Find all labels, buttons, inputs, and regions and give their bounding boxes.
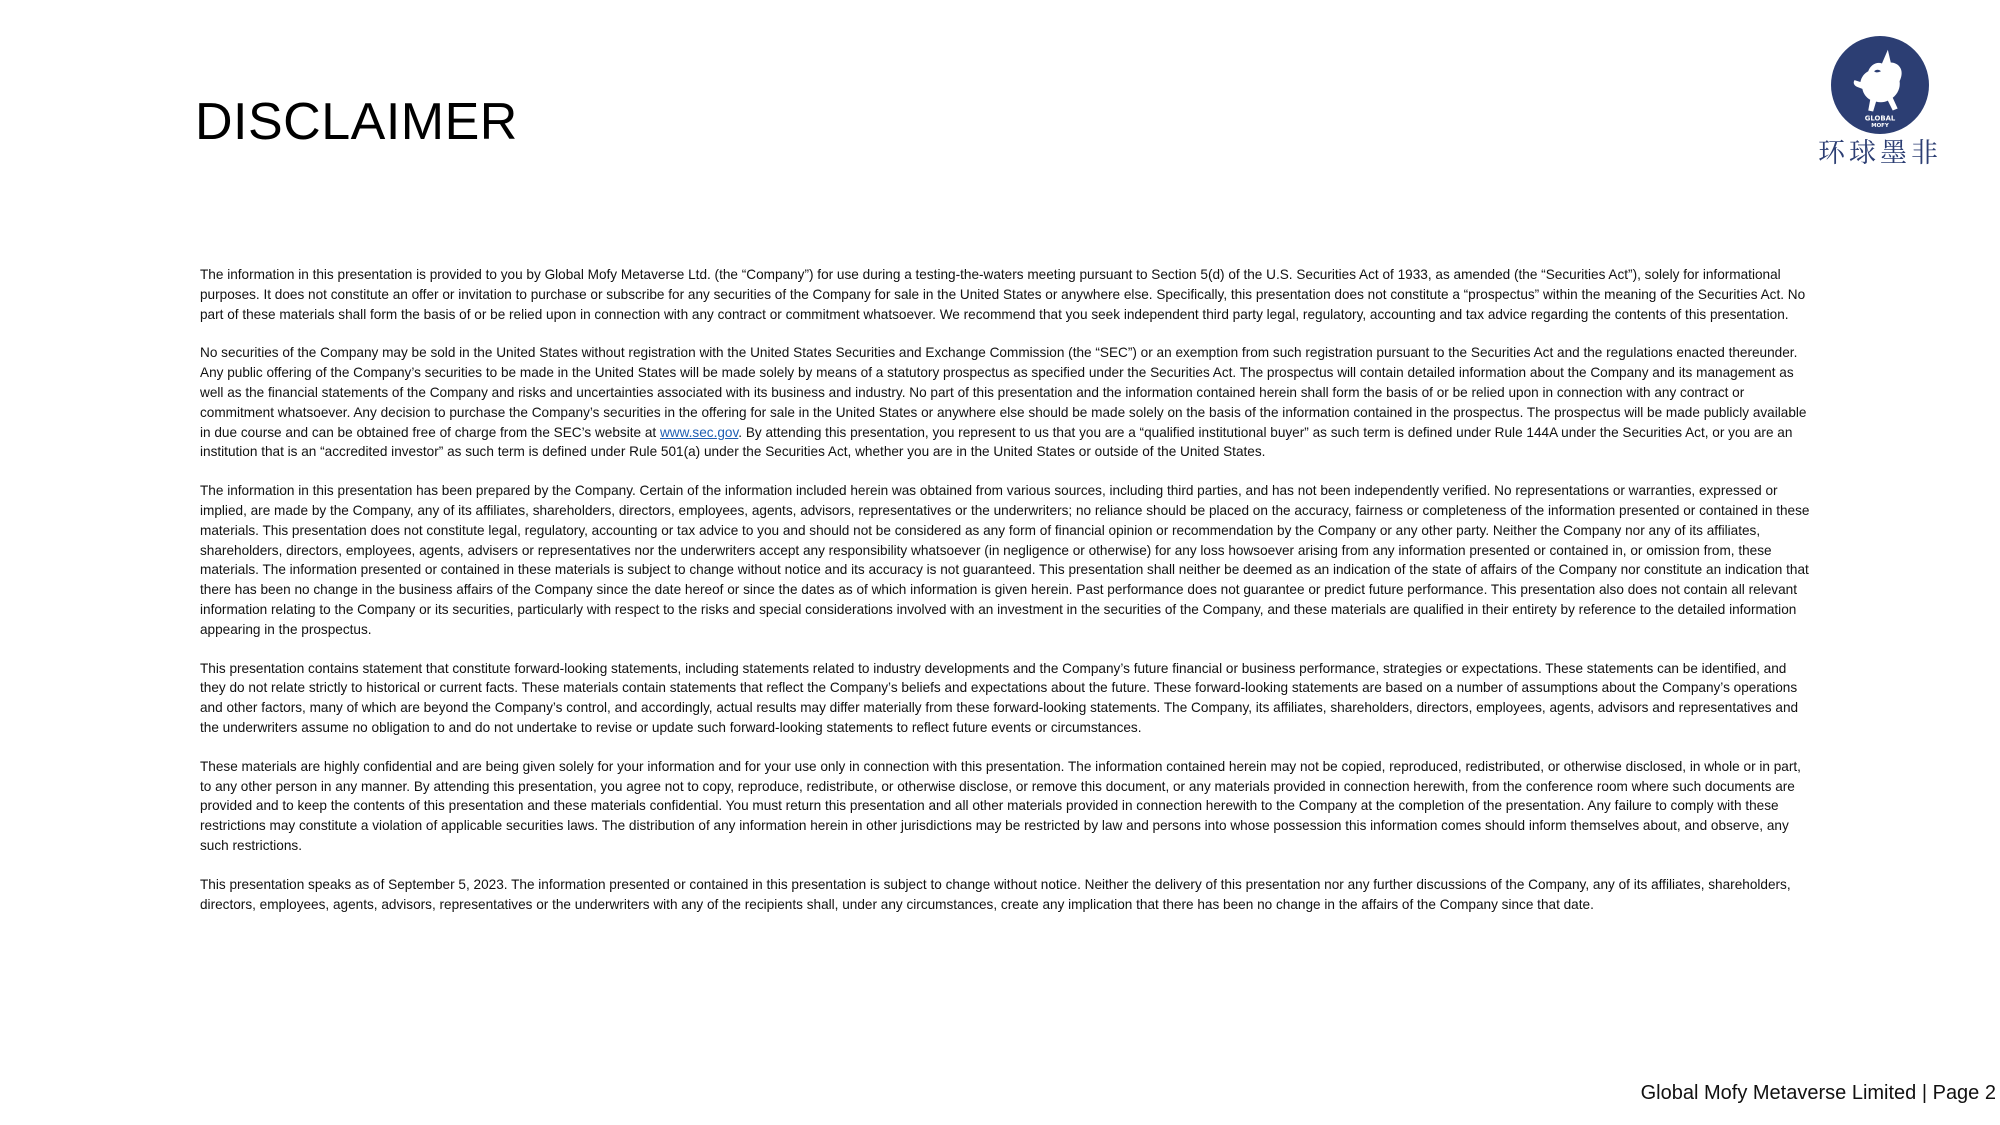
unicorn-logo-icon — [1831, 36, 1929, 134]
disclaimer-paragraph-sec — [200, 343, 1815, 462]
sec-text-after-link: . By attending this presentation, you represent to us that you are a “qualified institutional buyer” as such term is defined under Rule 144A under the Securities Act, or you are an institution that is an “accredited investor” as such term is defined under Rule 501(a) under the Securities Act, whether you are in the United States or outside of the United States. — [200, 424, 1793, 460]
disclaimer-paragraph: The information in this presentation is provided to you by Global Mofy Metaverse Ltd. (the “Company”) for use during a testing-the-waters meeting pursuant to Section 5(d) of the U.S. Securities Act of 1933, as amended (the “Securities Act”), solely for informational purposes. It does not constitute an offer or invitation to purchase or subscribe for any securities of the Company for sale in the United States or anywhere else. Specifically, this presentation does not constitute a “prospectus” within the meaning of the Securities Act. No part of these materials shall form the basis of or be relied upon in connection with any contract or commitment whatsoever. We recommend that you seek independent third party legal, regulatory, accounting and tax advice regarding the contents of this presentation. — [200, 267, 1806, 322]
disclaimer-body — [200, 265, 1815, 933]
page-footer: Global Mofy Metaverse Limited | Page 2 — [1640, 1082, 1996, 1104]
company-logo — [1810, 34, 1950, 174]
disclaimer-paragraph: These materials are highly confidential and are being given solely for your information and for your use only in connection with this presentation. The information contained herein may not be copied, reproduced, redistributed, or otherwise disclosed, in whole or in part, to any other person in any manner. By attending this presentation, you agree not to copy, reproduce, redistribute, or otherwise disclose, or remove this document, or any materials provided in connection herewith, from the conference room where such documents are provided and to keep the contents of this presentation and these materials confidential. You must return this presentation and all other materials provided in connection herewith to the Company at the completion of the presentation. Any failure to comply with these restrictions may constitute a violation of applicable securities laws. The distribution of any information herein in other jurisdictions may be restricted by law and persons into whose possession this information comes should inform themselves about, and observe, any such restrictions. — [200, 758, 1801, 853]
disclaimer-paragraph: This presentation contains statement that constitute forward-looking statements, including statements related to industry developments and the Company’s future financial or business performance, strategies or expectations. These statements can be identified, and they do not relate strictly to historical or current facts. These materials contain statements that reflect the Company’s beliefs and expectations about the future. These forward-looking statements are based on a number of assumptions about the Company’s operations and other factors, many of which are beyond the Company’s control, and accordingly, actual results may differ materially from these forward-looking statements. The Company, its affiliates, shareholders, directors, employees, agents, advisors and representatives and the underwriters assume no obligation to and do not undertake to revise or update such forward-looking statements to reflect future events or circumstances. — [200, 660, 1799, 735]
page-title: DISCLAIMER — [195, 93, 518, 151]
logo-wordmark: 环球墨非 — [1818, 138, 1942, 169]
sec-website-link[interactable]: www.sec.gov — [659, 424, 739, 440]
logo-badge-text-mofy: MOFY — [1871, 123, 1889, 130]
logo-badge-text-global: GLOBAL — [1864, 114, 1896, 123]
sec-text-before-link: No securities of the Company may be sold in the United States without registration with the United States Securities and Exchange Commission (the “SEC”) or an exemption from such registration pursuant to the Securities Act and the regulations enacted thereunder. Any public offering of the Company’s securities to be made in the United States will be made solely by means of a statutory prospectus as specified under the Securities Act. The prospectus will contain detailed information about the Company and its management as well as the financial statements of the Company and risks and uncertainties associated with its business and industry. No part of this presentation and the information contained herein shall form the basis of or be relied upon in connection with any contract or commitment whatsoever. Any decision to purchase the Company’s securities in the offering for sale in the United States or anywhere else should be made solely on the basis of the information contained in the prospectus. The prospectus will be made publicly available in due course and can be obtained free of charge from the SEC’s website at — [200, 345, 1807, 440]
disclaimer-paragraph: The information in this presentation has been prepared by the Company. Certain of the information included herein was obtained from various sources, including third parties, and has not been independently verified. No representations or warranties, expressed or implied, are made by the Company, any of its affiliates, shareholders, directors, employees, agents, advisors, representatives or the underwriters; no reliance should be placed on the accuracy, fairness or completeness of the information presented or contained in these materials. This presentation does not constitute legal, regulatory, accounting or tax advice to you and should not be considered as any form of financial opinion or recommendation by the Company or any other party. Neither the Company nor any of its affiliates, shareholders, directors, employees, agents, advisers or representatives nor the underwriters accept any responsibility whatsoever (in negligence or otherwise) for any loss howsoever arising from any information presented or contained in, or omission from, these materials. The information presented or contained in these materials is subject to change without notice and its accuracy is not guaranteed. This presentation shall neither be deemed as an indication of the state of affairs of the Company nor constitute an indication that there has been no change in the business affairs of the Company since the date hereof or since the dates as of which information is given herein. Past performance does not guarantee or predict future performance. This presentation also does not contain all relevant information relating to the Company or its securities, particularly with respect to the risks and special considerations involved with an investment in the securities of the Company, and these materials are qualified in their entirety by reference to the detailed information appearing in the prospectus. — [200, 483, 1810, 637]
disclaimer-paragraph: This presentation speaks as of September 5, 2023. The information presented or contained in this presentation is subject to change without notice. Neither the delivery of this presentation nor any further discussions of the Company, any of its affiliates, shareholders, directors, employees, agents, advisors, representatives or the underwriters with any of the recipients shall, under any circumstances, create any implication that there has been no change in the affairs of the Company since that date. — [200, 876, 1791, 912]
